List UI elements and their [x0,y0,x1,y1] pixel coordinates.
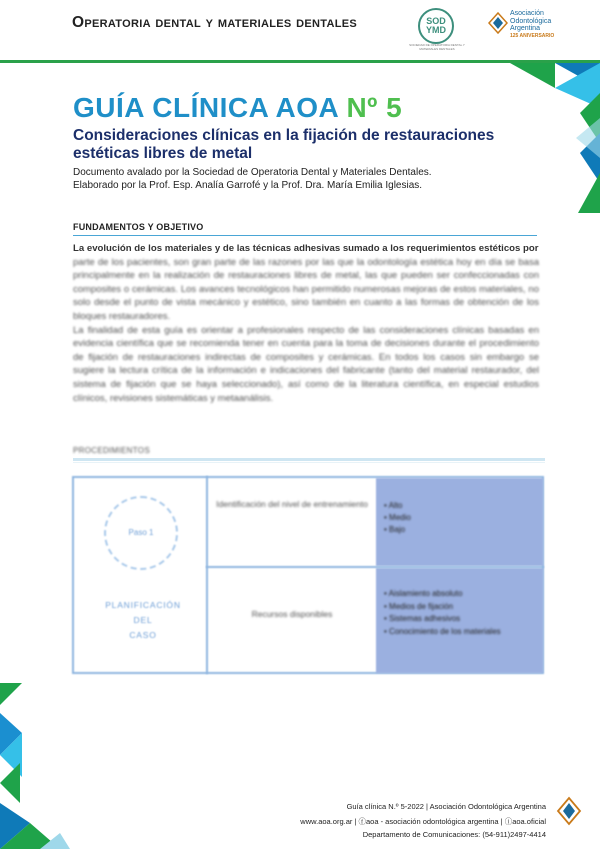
sod-logo-text: SOD YMD [426,16,446,35]
step-label: Paso 1 [128,528,154,537]
list-item: • Sistemas adhesivos [384,613,501,626]
header-title: Operatoria dental y materiales dentales [72,14,358,31]
list-item: • Bajo [384,524,411,536]
note-line: Elaborado por la Prof. Esp. Analía Garrofé y la Prof. Dra. María Emilia Iglesias. [73,180,423,191]
list-item: • Medios de fijación [384,601,501,614]
aoa-logo-icon [488,12,508,43]
row1-label: Identificación del nivel de entrenamiento [216,499,368,509]
footer-contact: Departamento de Comunicaciones: (54-911)2497-4414 [362,830,546,839]
paragraph-2: La finalidad de esta guía es orientar a profesionales respecto de las consideraciones clínicas basadas en evidencia científica que se recomienda tener en cuenta para la toma de decisiones durante el procedimiento de fijación de restauraciones indirectas de composites y cerámicas. En todos los casos sin embargo se sugiere la lectura crítica de la información e indicaciones del fabricante (tanto del material restaurador, del sistema de fijación que se haya seleccionado), así como de la literatura científica, en especial estudios clínicos, revisiones sistemáticas y metaanálisis. [73,324,539,404]
list-item: • Medio [384,512,411,524]
table-divider [206,566,544,568]
guide-title-prefix: GUÍA CLÍNICA AOA [73,92,347,123]
note-line: Documento avalado por la Sociedad de Operatoria Dental y Materiales Dentales. [73,167,432,178]
fundamentos-body [73,242,539,405]
guide-title [73,92,402,124]
section-divider [73,235,537,236]
planning-line: CASO [129,630,157,640]
list-item: • Aislamiento absoluto [384,588,501,601]
sod-logo [418,8,454,44]
row1-list [384,500,411,536]
decorative-triangles-bottom [0,683,70,849]
row2-label: Recursos disponibles [251,609,333,619]
paragraph-first-line: La evolución de los materiales y de las técnicas adhesivas sumado a los requerimientos estéticos por [73,243,539,254]
paragraph-1: parte de los pacientes, son gran parte de las razones por las que la odontología estética hoy en día se basa principalmente en la realización de restauraciones libres de metal, las que pueden ser confeccionadas con composites o cerámicas. Los avances tecnológicos han permitido numerosas mejoras de estos materiales, no solo desde el punto de vista mecánico y estético, sino también en cuanto a las formas de obtención de los bloques restauradores. [73,256,539,322]
list-item: • Alto [384,500,411,512]
footer-guide-info: Guía clínica N.º 5-2022 | Asociación Odontológica Argentina [346,802,546,811]
section-heading-fundamentos: FUNDAMENTOS Y OBJETIVO [73,222,204,232]
sod-logo-caption: SOCIEDAD DE OPERATORIA DENTAL Y MATERIALES DENTALES [409,43,465,51]
section-divider [73,462,545,463]
section-heading-procedimientos: PROCEDIMIENTOS [73,446,150,455]
guide-number: Nº 5 [346,92,403,123]
guide-subtitle: Consideraciones clínicas en la fijación de restauraciones estéticas libres de metal [73,127,495,162]
planning-line: DEL [133,615,153,625]
aoa-logo-line: Argentina [510,25,540,32]
list-item: • Conocimiento de los materiales [384,626,501,639]
footer-links[interactable]: www.aoa.org.ar | ⓕaoa - asociación odontológica argentina | ⓘaoa.oficial [300,817,546,826]
row2-list [384,588,501,638]
aoa-logo-line: Asociación [510,10,544,17]
aoa-anniversary: 125 ANIVERSARIO [510,33,555,39]
aoa-logo-line: Odontológica [510,17,552,25]
table-divider [206,476,208,674]
document-note [73,166,533,192]
aoa-logo-name [510,10,551,33]
planning-label [88,598,198,643]
aoa-footer-logo-icon [556,796,582,835]
section-divider [73,458,545,461]
planning-line: PLANIFICACIÓN [105,600,181,610]
